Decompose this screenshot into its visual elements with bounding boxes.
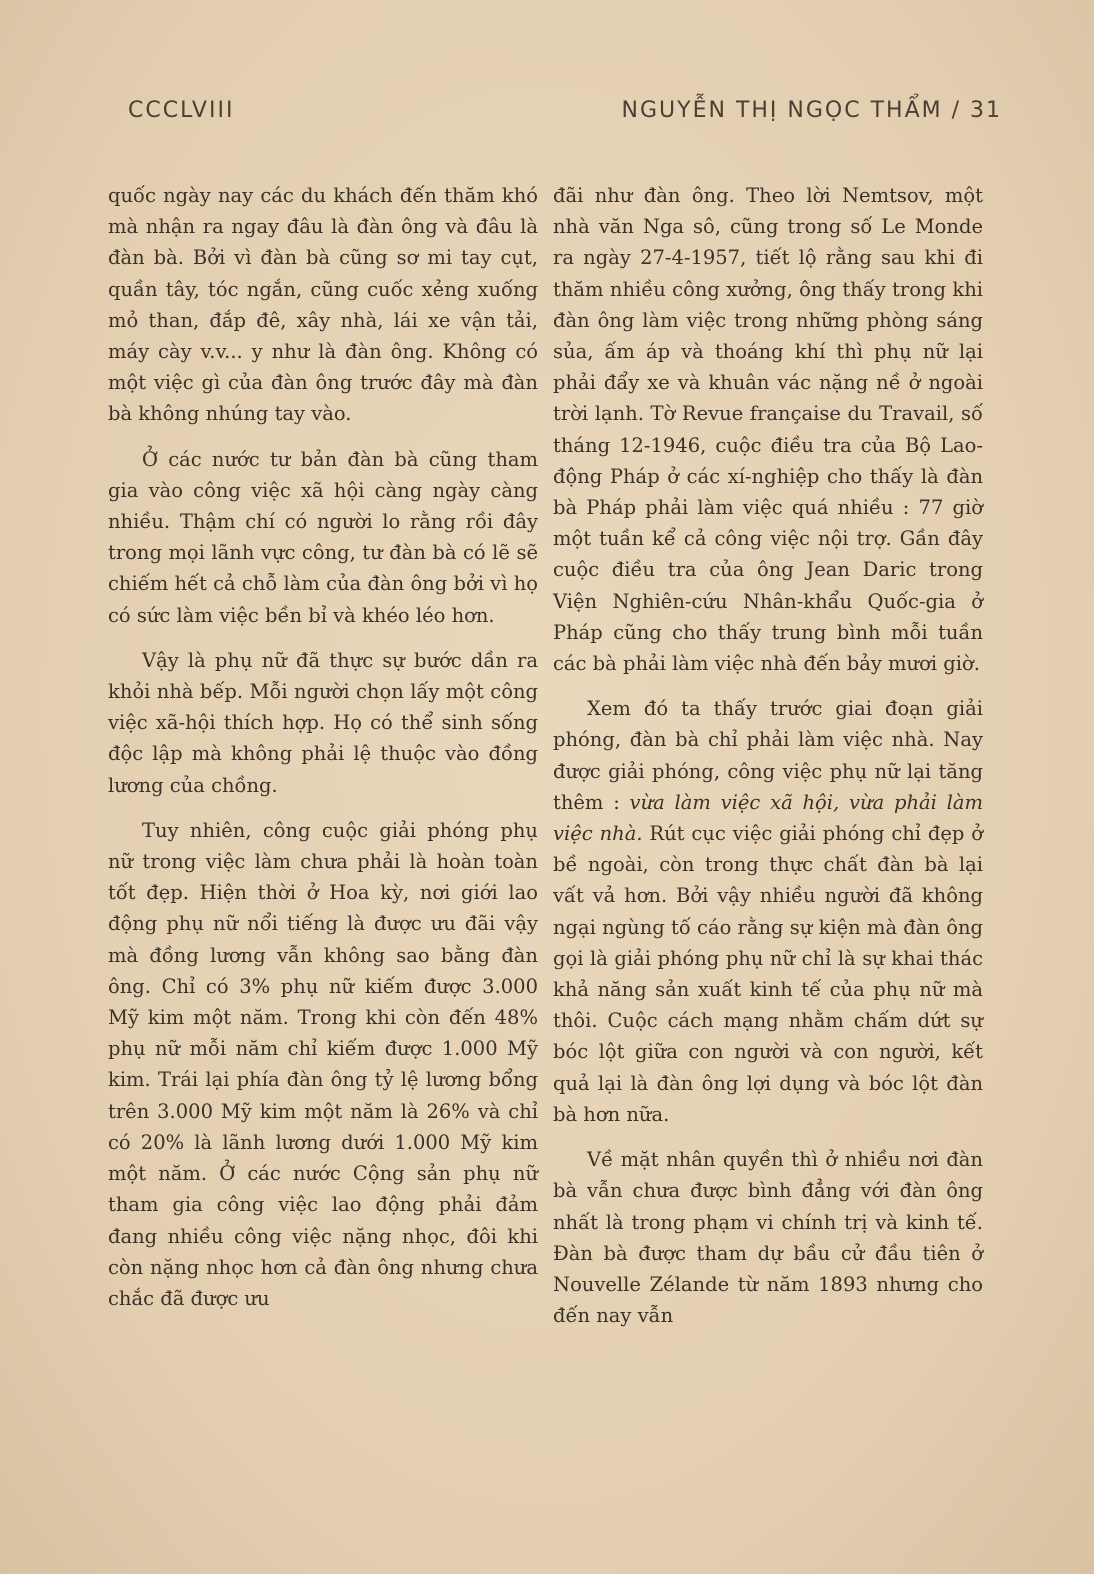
page-header xyxy=(128,98,1002,123)
right-paragraph-2-end: Rút cục việc giải phóng chỉ đẹp ở bề ngoài, còn trong thực chất đàn bà lại vất vả hơn. Bởi vậy nhiều người đã không ngại ngùng tố cáo rằng sự kiện mà đàn ông gọi là giải phóng phụ nữ chỉ là sự khai thác khả năng sản xuất kinh tế của phụ nữ mà thôi. Cuộc cách mạng nhằm chấm dứt sự bóc lột giữa con người và con người, kết quả lại là đàn ông lợi dụng và bóc lột đàn bà hơn nữa. xyxy=(553,822,984,1126)
right-paragraph-3: Về mặt nhân quyền thì ở nhiều nơi đàn bà vẫn chưa được bình đẳng với đàn ông nhất là trong phạm vi chính trị và kinh tế. Đàn bà được tham dự bầu cử đầu tiên ở Nouvelle Zélande từ năm 1893 nhưng cho đến nay vẫn xyxy=(553,1148,983,1328)
right-paragraph-2 xyxy=(553,693,983,1130)
left-paragraph-1: quốc ngày nay các du khách đến thăm khó mà nhận ra ngay đâu là đàn ông và đâu là đàn bà. Bởi vì đàn bà cũng sơ mi tay cụt, quần tây, tóc ngắn, cũng cuốc xẻng xuống mỏ than, đắp đê, xây nhà, lái xe vận tải, máy cày v.v... y như là đàn ông. Không có một việc gì của đàn ông trước đây mà đàn bà không nhúng tay vào. xyxy=(108,184,538,426)
header-roman-numeral: CCCLVIII xyxy=(128,98,235,123)
right-paragraph-2-start: Xem đó ta thấy trước giai đoạn giải phóng, đàn bà chỉ phải làm việc nhà. Nay được giải phóng, công việc phụ nữ lại tăng thêm : xyxy=(553,697,983,814)
right-paragraph-2-italic: vừa làm việc xã hội, vừa phải làm việc nhà. xyxy=(553,790,983,846)
left-paragraph-2: Ở các nước tư bản đàn bà cũng tham gia vào công việc xã hội càng ngày càng nhiều. Thậm chí có người lo rằng rồi đây trong mọi lãnh vực công, tư đàn bà có lẽ sẽ chiếm hết cả chỗ làm của đàn ông bởi vì họ có sức làm việc bền bỉ và khéo léo hơn. xyxy=(108,447,538,627)
right-column xyxy=(553,180,983,1345)
left-paragraph-3: Vậy là phụ nữ đã thực sự bước dần ra khỏi nhà bếp. Mỗi người chọn lấy một công việc xã-hội thích hợp. Họ có thể sinh sống độc lập mà không phải lệ thuộc vào đồng lương của chồng. xyxy=(108,648,538,797)
left-paragraph-4: Tuy nhiên, công cuộc giải phóng phụ nữ trong việc làm chưa phải là hoàn toàn tốt đẹp. Hiện thời ở Hoa kỳ, nơi giới lao động phụ nữ nổi tiếng là được ưu đãi vậy mà đồng lương vẫn không sao bằng đàn ông. Chỉ có 3% phụ nữ kiếm được 3.000 Mỹ kim một năm. Trong khi còn đến 48% phụ nữ mỗi năm chỉ kiếm được 1.000 Mỹ kim. Trái lại phía đàn ông tỷ lệ lương bổng trên 3.000 Mỹ kim một năm là 26% và chỉ có 20% là lãnh lương dưới 1.000 Mỹ kim một năm. Ở các nước Cộng sản phụ nữ tham gia công việc lao động phải đảm đang nhiều công việc nặng nhọc, đôi khi còn nặng nhọc hơn cả đàn ông nhưng chưa chắc đã được ưu xyxy=(108,818,538,1310)
header-author-page: NGUYỄN THỊ NGỌC THẨM / 31 xyxy=(621,98,1002,123)
right-paragraph-1: đãi như đàn ông. Theo lời Nemtsov, một nhà văn Nga sô, cũng trong số Le Monde ra ngày 27-4-1957, tiết lộ rằng sau khi đi thăm nhiều công xưởng, ông thấy trong khi đàn ông làm việc trong những phòng sáng sủa, ấm áp và thoáng khí thì phụ nữ lại phải đẩy xe và khuân vác nặng nề ở ngoài trời lạnh. Tờ Revue française du Travail, số tháng 12-1946, cuộc điều tra của Bộ Lao-động Pháp ở các xí-nghiệp cho thấy là đàn bà Pháp phải làm việc quá nhiều : 77 giờ một tuần kể cả công việc nội trợ. Gần đây cuộc điều tra của ông Jean Daric trong Viện Nghiên-cứu Nhân-khẩu Quốc-gia ở Pháp cũng cho thấy trung bình mỗi tuần các bà phải làm việc nhà đến bảy mươi giờ. xyxy=(553,184,983,676)
left-column xyxy=(108,180,538,1328)
